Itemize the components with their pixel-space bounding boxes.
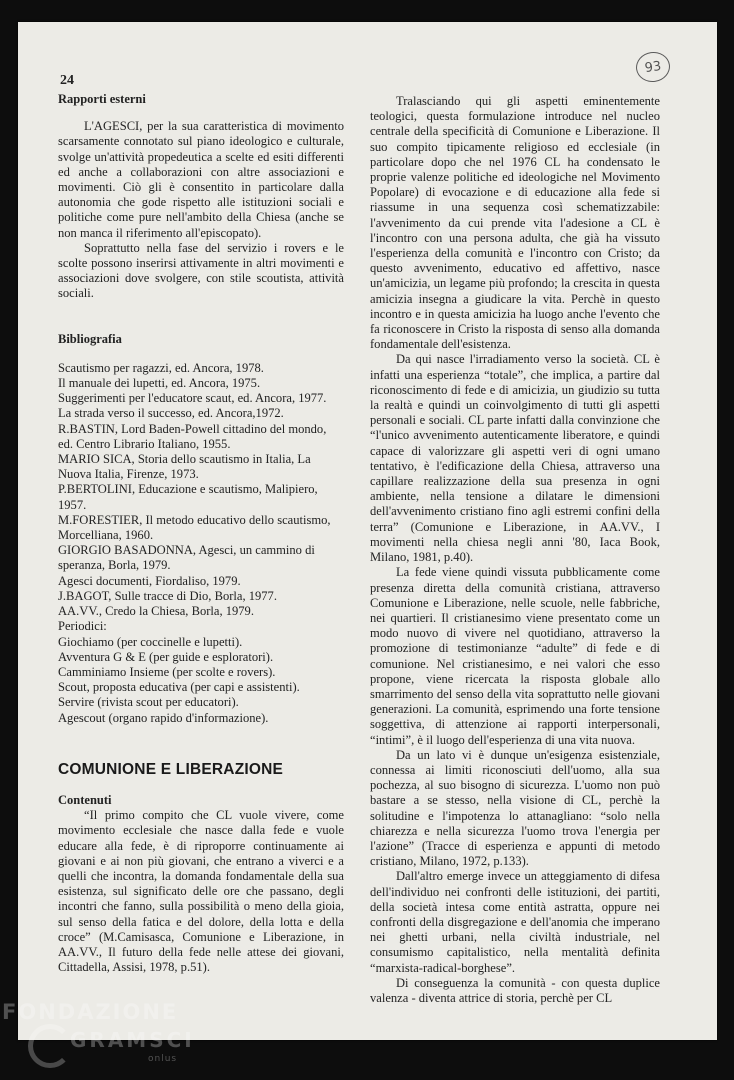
bibliography-item: AA.VV., Credo la Chiesa, Borla, 1979.	[58, 604, 254, 619]
page-number: 24	[60, 73, 74, 88]
watermark-text: FONDAZIONE	[2, 1000, 179, 1024]
bibliography-item: Periodici:	[58, 619, 107, 634]
paragraph: Soprattutto nella fase del servizio i rovers e le scolte possono inserirsi attivamente in altri movimenti e associazioni dove svolgere, con stile scoutista, attività sociali.	[58, 240, 344, 301]
watermark-text: onlus	[148, 1054, 178, 1064]
bibliography-item: GIORGIO BASADONNA, Agesci, un cammino di speranza, Borla, 1979.	[58, 543, 315, 573]
left-column	[58, 94, 344, 975]
bibliography-item: P.BERTOLINI, Educazione e scautismo, Malipiero, 1957.	[58, 482, 318, 512]
bibliography-item: Avventura G & E (per guide e esploratori).	[58, 649, 274, 664]
paragraph: La fede viene quindi vissuta pubblicamente come presenza diretta della comunità cristiana, attraverso Comunione e Liberazione, nelle scuole, nelle fabbriche, nei quartieri. Il cristianesimo viene presentato come un modo nuovo di vivere nel quotidiano, attraverso la promozione di testimonianze “adulte” di fede e di comunione. Nel cristianesimo, e nei valori che esso propone, viene ricercata la risposta globale allo smarrimento del senso della vita soprattutto nelle giovani generazioni. La comunità, esprimendo una forte tensione soggettiva, di attenzione ai rapporti interpersonali, “intimi”, è il luogo dell'esperienza di una vita nuova.	[370, 565, 660, 747]
bibliography-item: Suggerimenti per l'educatore scaut, ed. Ancora, 1977.	[58, 391, 327, 406]
bibliography-item: Camminiamo Insieme (per scolte e rovers).	[58, 664, 276, 679]
right-column	[370, 94, 660, 1006]
bibliography-item: R.BASTIN, Lord Baden-Powell cittadino del mondo, ed. Centro Librario Italiano, 1955.	[58, 421, 327, 451]
section-title-bibliografia: Bibliografia	[58, 331, 122, 346]
bibliography-item: Scout, proposta educativa (per capi e assistenti).	[58, 680, 300, 695]
bibliography-item: Servire (rivista scout per educatori).	[58, 695, 239, 710]
watermark-text: GRAMSCI	[70, 1028, 195, 1052]
paragraph: Tralasciando qui gli aspetti eminentemente teologici, questa formulazione introduce nel nucleo centrale della specificità di Comunione e Liberazione. Il suo compito tipicamente religioso ed ecclesiale (in particolare dopo che nel 1976 CL ha condensato le proprie valenze politiche ed ideologiche nel Movimento Popolare) di evocazione e di educazione alla fede si riassume in una sequenza così schematizzabile: l'avvenimento da cui prende vita l'adesione a CL è l'incontro con una persona adulta, che già ha vissuto l'esperienza della comunità e l'incontro con Cristo; da questo avvenimento, educativo ed affettivo, nasce un'amicizia, un legame più profondo; la crescita in questa amicizia insegna a giudicare la vita. Perchè in questo incontro e in questa amicizia ha luogo anche l'evento che fa riconoscere in Cristo la risposta di senso alla domanda fondamentale dell'esistenza.	[370, 94, 660, 352]
section-title-contenuti: Contenuti	[58, 792, 112, 807]
paragraph: “Il primo compito che CL vuole vivere, come movimento ecclesiale che nasce dalla fede e vuole educare alla fede, è di riproporre continuamente ai giovani e ai non più giovani, che entrano a viverci e a quelli che incontra, la domanda fondamentale della sua esistenza, sul significato delle ore che passano, degli incontri che fanno, sulla possibilità o meno della gioia, sul senso della fatica e del dolore, della lotta e della croce” (M.Camisasca, Comunione e Liberazione, in AA.VV., Il futuro della fede nelle attese dei giovani, Cittadella, Assisi, 1978, p.51).	[58, 808, 344, 975]
bibliography-item: Agescout (organo rapido d'informazione).	[58, 710, 269, 725]
paragraph: Di conseguenza la comunità - con questa duplice valenza - diventa attrice di storia, perchè per CL	[370, 975, 660, 1005]
section-title-rapporti: Rapporti esterni	[58, 92, 146, 106]
chapter-title: COMUNIONE E LIBERAZIONE	[58, 760, 284, 778]
paragraph: Da qui nasce l'irradiamento verso la società. CL è infatti una esperienza “totale”, che implica, a partire dal riconoscimento di fede e di amicizia, un giudizio su tutta la realtà e quindi un coinvolgimento di tutti gli aspetti personali e sociali. CL parte infatti dalla convinzione che “l'unico avvenimento autenticamente liberatore, e quindi capace di valorizzare gli aspetti veri di ogni umano tentativo, è l'edificazione della Chiesa, attraverso una capillare realizzazione della sua presenza in ogni ambiente, nella tensione a dilatare le dimensioni dell'avvenimento cristiano fino agli estremi confini della terra” (Comunione e Liberazione, in AA.VV., I movimenti nella chiesa negli anni '80, Iaca Book, Milano, 1981, p.40).	[370, 352, 660, 565]
watermark-logo	[0, 998, 200, 1078]
bibliography-item: Agesci documenti, Fiordaliso, 1979.	[58, 573, 241, 588]
bibliography-item: Giochiamo (per coccinelle e lupetti).	[58, 634, 243, 649]
bibliography-list	[58, 361, 344, 726]
archive-stamp: 93	[634, 50, 672, 84]
paragraph: Da un lato vi è dunque un'esigenza esistenziale, connessa ai limiti riconosciuti dell'uomo, alla sua pochezza, al suo bisogno di sicurezza. L'uomo non può bastare a se stesso, nella visione di CL, perchè la solitudine e l'impotenza lo attanagliano: “solo nella chiarezza e nella sicurezza l'uomo trova l'energia per l'azione” (Tracce di esperienza e appunti di metodo cristiano, Milano, 1972, p.133).	[370, 747, 660, 869]
paragraph: L'AGESCI, per la sua caratteristica di movimento scarsamente connotato sul piano ideologico e culturale, svolge un'attività propedeutica a scelte ed esiti differenti ed anche a collaborazioni con altre associazioni e movimenti. Ciò gli è consentito in particolare dalla autonomia che gode rispetto alle istituzioni sociali e politiche come pure nell'ambito della Chiesa (anche se non manca il riferimento all'episcopato).	[58, 119, 344, 240]
bibliography-item: Scautismo per ragazzi, ed. Ancora, 1978.	[58, 360, 264, 375]
bibliography-item: M.FORESTIER, Il metodo educativo dello scautismo, Morcelliana, 1960.	[58, 512, 331, 543]
bibliography-item: La strada verso il successo, ed. Ancora,1972.	[58, 406, 284, 421]
paragraph: Dall'altro emerge invece un atteggiamento di difesa dell'individuo nei confronti delle istituzioni, dei partiti, della società intesa come entità astratta, oppure nei confronti della disgregazione e dell'anomia che imperano nei ghetti urbani, nella civiltà industriale, nel consumismo capitalistico, nella mentalità definita “marxista-radical-borghese”.	[370, 869, 660, 975]
bibliography-item: Il manuale dei lupetti, ed. Ancora, 1975.	[58, 376, 261, 391]
document-page	[18, 22, 717, 1040]
watermark-circle-icon	[28, 1024, 72, 1068]
bibliography-item: J.BAGOT, Sulle tracce di Dio, Borla, 1977.	[58, 588, 277, 603]
bibliography-item: MARIO SICA, Storia dello scautismo in Italia, La Nuova Italia, Firenze, 1973.	[58, 452, 311, 482]
